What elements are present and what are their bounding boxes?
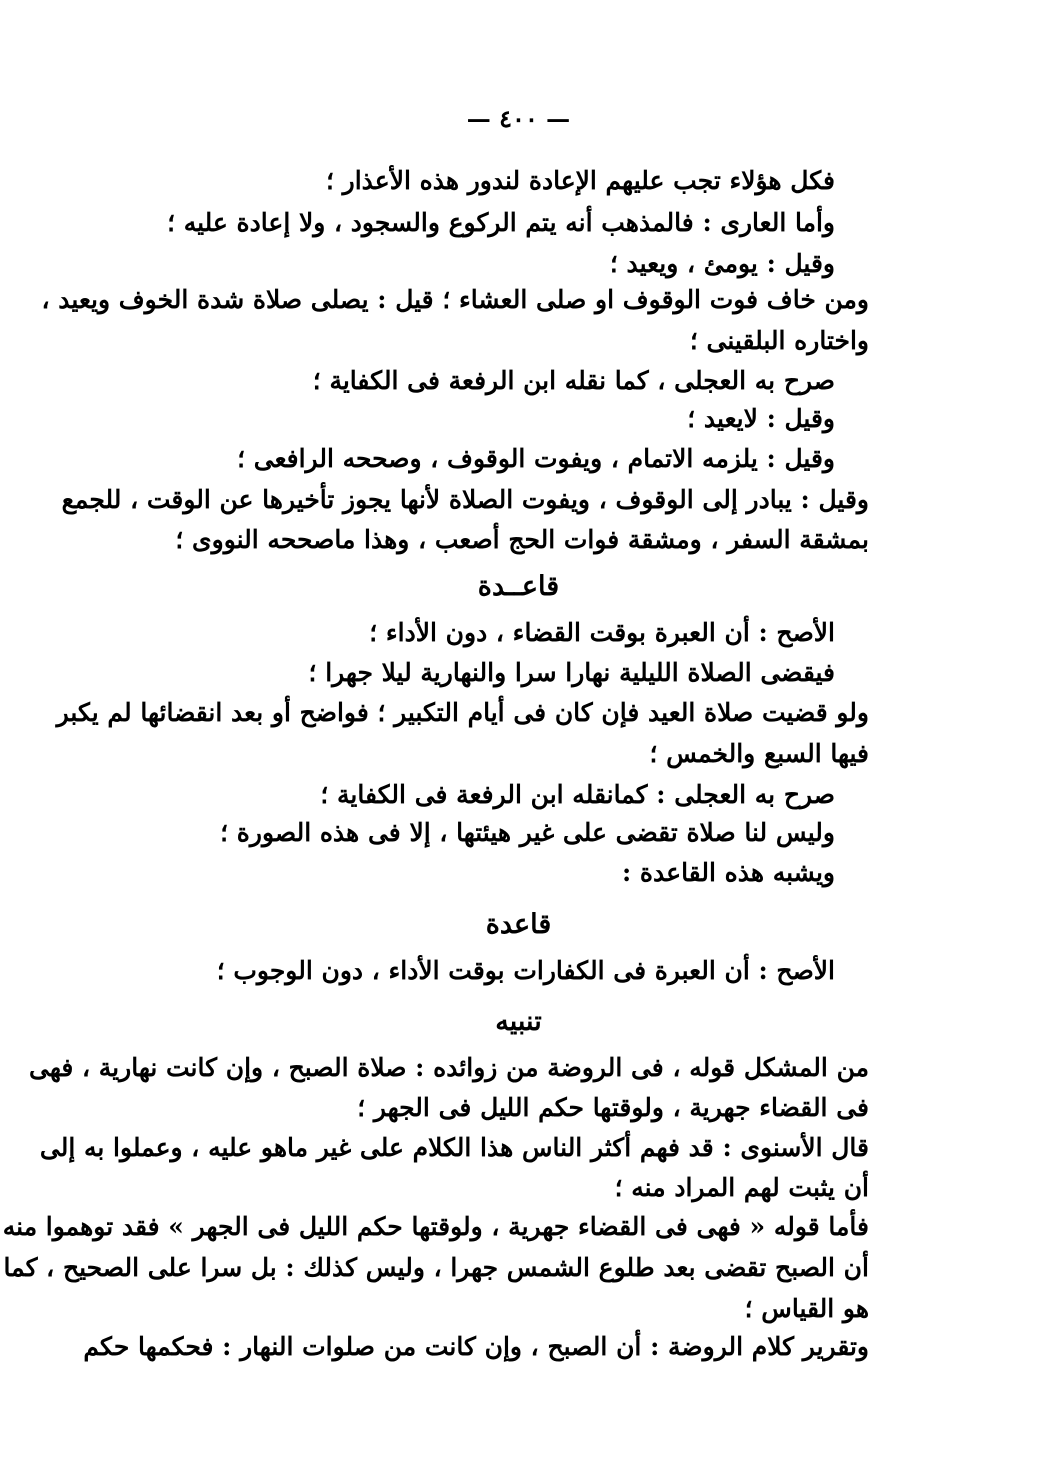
text-line: بمشقة السفر ، ومشقة فوات الحج أصعب ، وهذا ماصححه النووى ؛: [175, 525, 869, 554]
text-line: فأما قوله « فهى فى القضاء جهرية ، ولوقتها حكم الليل فى الجهر » فقد توهموا منه: [2, 1212, 869, 1241]
text-line: فكل هؤلاء تجب عليهم الإعادة لندور هذه الأعذار ؛: [326, 166, 835, 195]
text-line: وقيل : لايعيد ؛: [687, 404, 835, 433]
text-line: الأصح : أن العبرة بوقت القضاء ، دون الأداء ؛: [369, 618, 835, 647]
text-line: هو القياس ؛: [744, 1294, 869, 1323]
text-line: فيقضى الصلاة الليلية نهارا سرا والنهارية ليلا جهرا ؛: [308, 658, 835, 687]
text-line: وقيل : يبادر إلى الوقوف ، ويفوت الصلاة لأنها يجوز تأخيرها عن الوقت ، للجمع: [61, 485, 869, 514]
text-line: قال الأسنوى : قد فهم أكثر الناس هذا الكلام على غير ماهو عليه ، وعملوا به إلى: [39, 1133, 869, 1162]
text-line: ولو قضيت صلاة العيد فإن كان فى أيام التكبير ؛ فواضح أو بعد انقضائها لم يكبر: [56, 698, 869, 727]
text-line: وقيل : يومئ ، ويعيد ؛: [609, 249, 835, 278]
text-line: صرح به العجلى : كمانقله ابن الرفعة فى الكفاية ؛: [320, 780, 835, 809]
text-line: فى القضاء جهرية ، ولوقتها حكم الليل فى الجهر ؛: [357, 1093, 869, 1122]
text-line: وليس لنا صلاة تقضى على غير هيئتها ، إلا فى هذه الصورة ؛: [220, 818, 835, 847]
page-number: — ٤٠٠ —: [466, 104, 571, 133]
text-line: ويشبه هذه القاعدة :: [622, 858, 835, 887]
text-line: وأما العارى : فالمذهب أنه يتم الركوع والسجود ، ولا إعادة عليه ؛: [167, 208, 835, 237]
text-line: وقيل : يلزمه الاتمام ، ويفوت الوقوف ، وصححه الرافعى ؛: [237, 444, 835, 473]
text-line: صرح به العجلى ، كما نقله ابن الرفعة فى الكفاية ؛: [312, 366, 835, 395]
text-line: الأصح : أن العبرة فى الكفارات بوقت الأداء ، دون الوجوب ؛: [216, 956, 835, 985]
section-heading: قاعدة: [485, 909, 552, 940]
text-line: واختاره البلقينى ؛: [689, 326, 869, 355]
text-line: أن الصبح تقضى بعد طلوع الشمس جهرا ، وليس كذلك : بل سرا على الصحيح ، كما: [3, 1253, 869, 1282]
section-heading: تنبيه: [495, 1006, 542, 1037]
text-line: وتقرير كلام الروضة : أن الصبح ، وإن كانت من صلوات النهار : فحكمها حكم: [83, 1332, 869, 1361]
section-heading: قاعــدة: [477, 571, 560, 602]
text-line: أن يثبت لهم المراد منه ؛: [614, 1173, 869, 1202]
text-line: فيها السبع والخمس ؛: [649, 739, 869, 768]
text-line: ومن خاف فوت الوقوف او صلى العشاء ؛ قيل : يصلى صلاة شدة الخوف ويعيد ،: [41, 285, 869, 314]
text-line: من المشكل قوله ، فى الروضة من زوائده : صلاة الصبح ، وإن كانت نهارية ، فهى: [28, 1053, 869, 1082]
